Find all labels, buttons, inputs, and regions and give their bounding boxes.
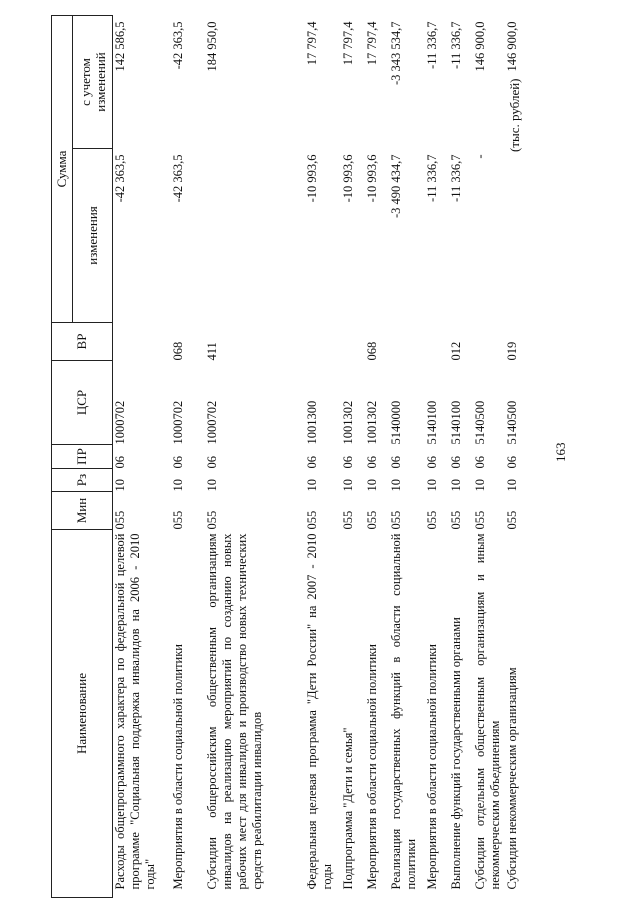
table-row (171, 16, 205, 898)
row-change (505, 149, 527, 323)
table-row (473, 16, 505, 898)
row-pr: 06 (448, 456, 463, 469)
row-min: 055 (388, 510, 403, 530)
row-pr: 06 (504, 456, 519, 469)
row-rz: 10 (472, 479, 487, 492)
row-total: -3 343 534,7 (388, 21, 403, 86)
row-min: 055 (170, 510, 185, 530)
row-total: 146 900,0 (472, 21, 487, 72)
row-change: -10 993,6 (364, 154, 379, 203)
row-rz: 10 (304, 479, 319, 492)
table-row (505, 16, 527, 898)
row-min: 055 (424, 510, 439, 530)
row-csr: 1001300 (304, 400, 319, 445)
row-vr (305, 323, 341, 361)
row-total: 184 950,0 (204, 21, 219, 72)
table-header (52, 16, 113, 898)
header-name: Наименование (52, 530, 113, 898)
row-change (205, 149, 305, 323)
row-min: 055 (304, 510, 319, 530)
row-name: Субсидии некоммерческим организациям (504, 667, 519, 890)
table-body (113, 16, 527, 898)
row-name: Мероприятия в области социальной политики (424, 644, 439, 890)
row-min: 055 (504, 510, 519, 530)
row-rz: 10 (424, 479, 439, 492)
row-csr: 1000702 (170, 400, 185, 445)
row-name: Федеральная целевая программа "Дети России" на 2007 - 2010 годы (304, 533, 334, 890)
table-row (113, 16, 171, 898)
row-total: 17 797,4 (340, 21, 355, 66)
table-row (205, 16, 305, 898)
row-name: Мероприятия в области социальной политики (364, 644, 379, 890)
header-csr: ЦСР (52, 361, 113, 445)
header-change: изменения (73, 149, 113, 323)
table-row (389, 16, 425, 898)
row-csr: 5140000 (388, 400, 403, 445)
row-rz: 10 (170, 479, 185, 492)
units-label: (тыс. рублей) (507, 78, 522, 152)
row-vr (113, 323, 171, 361)
row-pr: 06 (204, 456, 219, 469)
row-change: - (472, 154, 487, 159)
header-sum: Сумма (52, 16, 73, 323)
row-vr (473, 323, 505, 361)
row-total: 142 586,5 (113, 21, 127, 72)
row-total: -42 363,5 (170, 21, 185, 70)
row-pr: 06 (304, 456, 319, 469)
row-csr: 1000702 (113, 400, 127, 445)
row-total: 17 797,4 (304, 21, 319, 66)
row-vr: 068 (170, 341, 185, 361)
row-csr: 5140100 (424, 400, 439, 445)
row-csr: 1001302 (364, 400, 379, 445)
row-name: Выполнение функций государственными органами (448, 617, 463, 890)
row-rz: 10 (340, 479, 355, 492)
row-csr: 1000702 (204, 400, 219, 445)
row-rz: 10 (504, 479, 519, 492)
row-change: -42 363,5 (113, 154, 127, 203)
row-pr: 06 (340, 456, 355, 469)
row-change: -10 993,6 (304, 154, 319, 203)
header-vr: ВР (52, 323, 113, 361)
row-total: 17 797,4 (364, 21, 379, 66)
row-rz: 10 (204, 479, 219, 492)
row-vr (341, 323, 365, 361)
row-rz: 10 (448, 479, 463, 492)
row-name: Расходы общепрограммного характера по федеральной целевой программе "Социальная поддержка инвалидов на 2006 - 2010 годы" (113, 533, 157, 890)
row-name: Подпрограмма "Дети и семья" (340, 727, 355, 890)
header-pr: ПР (52, 445, 113, 469)
row-total: 146 900,0 (504, 21, 519, 72)
row-change: -11 336,7 (424, 154, 439, 202)
row-total: -11 336,7 (448, 21, 463, 69)
row-name: Реализация государственных функций в области социальной политики (388, 533, 418, 890)
row-vr (389, 323, 425, 361)
row-pr: 06 (472, 456, 487, 469)
row-pr: 06 (170, 456, 185, 469)
row-change: -11 336,7 (448, 154, 463, 202)
budget-table-wrap (51, 16, 640, 898)
row-change: -42 363,5 (170, 154, 185, 203)
row-min: 055 (204, 510, 219, 530)
row-change: -10 993,6 (340, 154, 355, 203)
row-min: 055 (472, 510, 487, 530)
row-vr: 019 (504, 341, 519, 361)
header-min: Мин (52, 492, 113, 530)
row-change: -3 490 434,7 (388, 154, 403, 219)
row-pr: 06 (113, 456, 127, 469)
row-name: Субсидии общероссийским общественным организациям инвалидов на реализацию мероприятий по созданию новых рабочих мест для инвалидов и производство новых технических средств реабилитации инвалидов (204, 533, 264, 890)
row-rz: 10 (388, 479, 403, 492)
row-min: 055 (448, 510, 463, 530)
row-vr: 068 (364, 341, 379, 361)
row-csr: 5140500 (504, 400, 519, 445)
row-pr: 06 (388, 456, 403, 469)
row-vr: 012 (448, 341, 463, 361)
row-total: -11 336,7 (424, 21, 439, 69)
row-vr: 411 (204, 342, 219, 361)
row-vr (425, 323, 449, 361)
row-pr: 06 (364, 456, 379, 469)
page-number: 163 (553, 442, 568, 462)
row-min: 055 (364, 510, 379, 530)
row-rz: 10 (113, 479, 127, 492)
table-row (365, 16, 389, 898)
table-row (305, 16, 341, 898)
row-min: 055 (113, 510, 127, 530)
table-row (341, 16, 365, 898)
row-pr: 06 (424, 456, 439, 469)
header-rz: Рз (52, 469, 113, 492)
row-csr: 1001302 (340, 400, 355, 445)
row-min: 055 (340, 510, 355, 530)
row-csr: 5140100 (448, 400, 463, 445)
header-with-changes: с учетом изменений (73, 16, 113, 149)
row-csr: 5140500 (472, 400, 487, 445)
row-rz: 10 (364, 479, 379, 492)
row-name: Субсидии отдельным общественным организациям и иным некоммерческим объединениям (472, 533, 502, 890)
row-name: Мероприятия в области социальной политики (170, 644, 185, 890)
budget-table (51, 15, 527, 898)
table-row (425, 16, 449, 898)
table-row (449, 16, 473, 898)
